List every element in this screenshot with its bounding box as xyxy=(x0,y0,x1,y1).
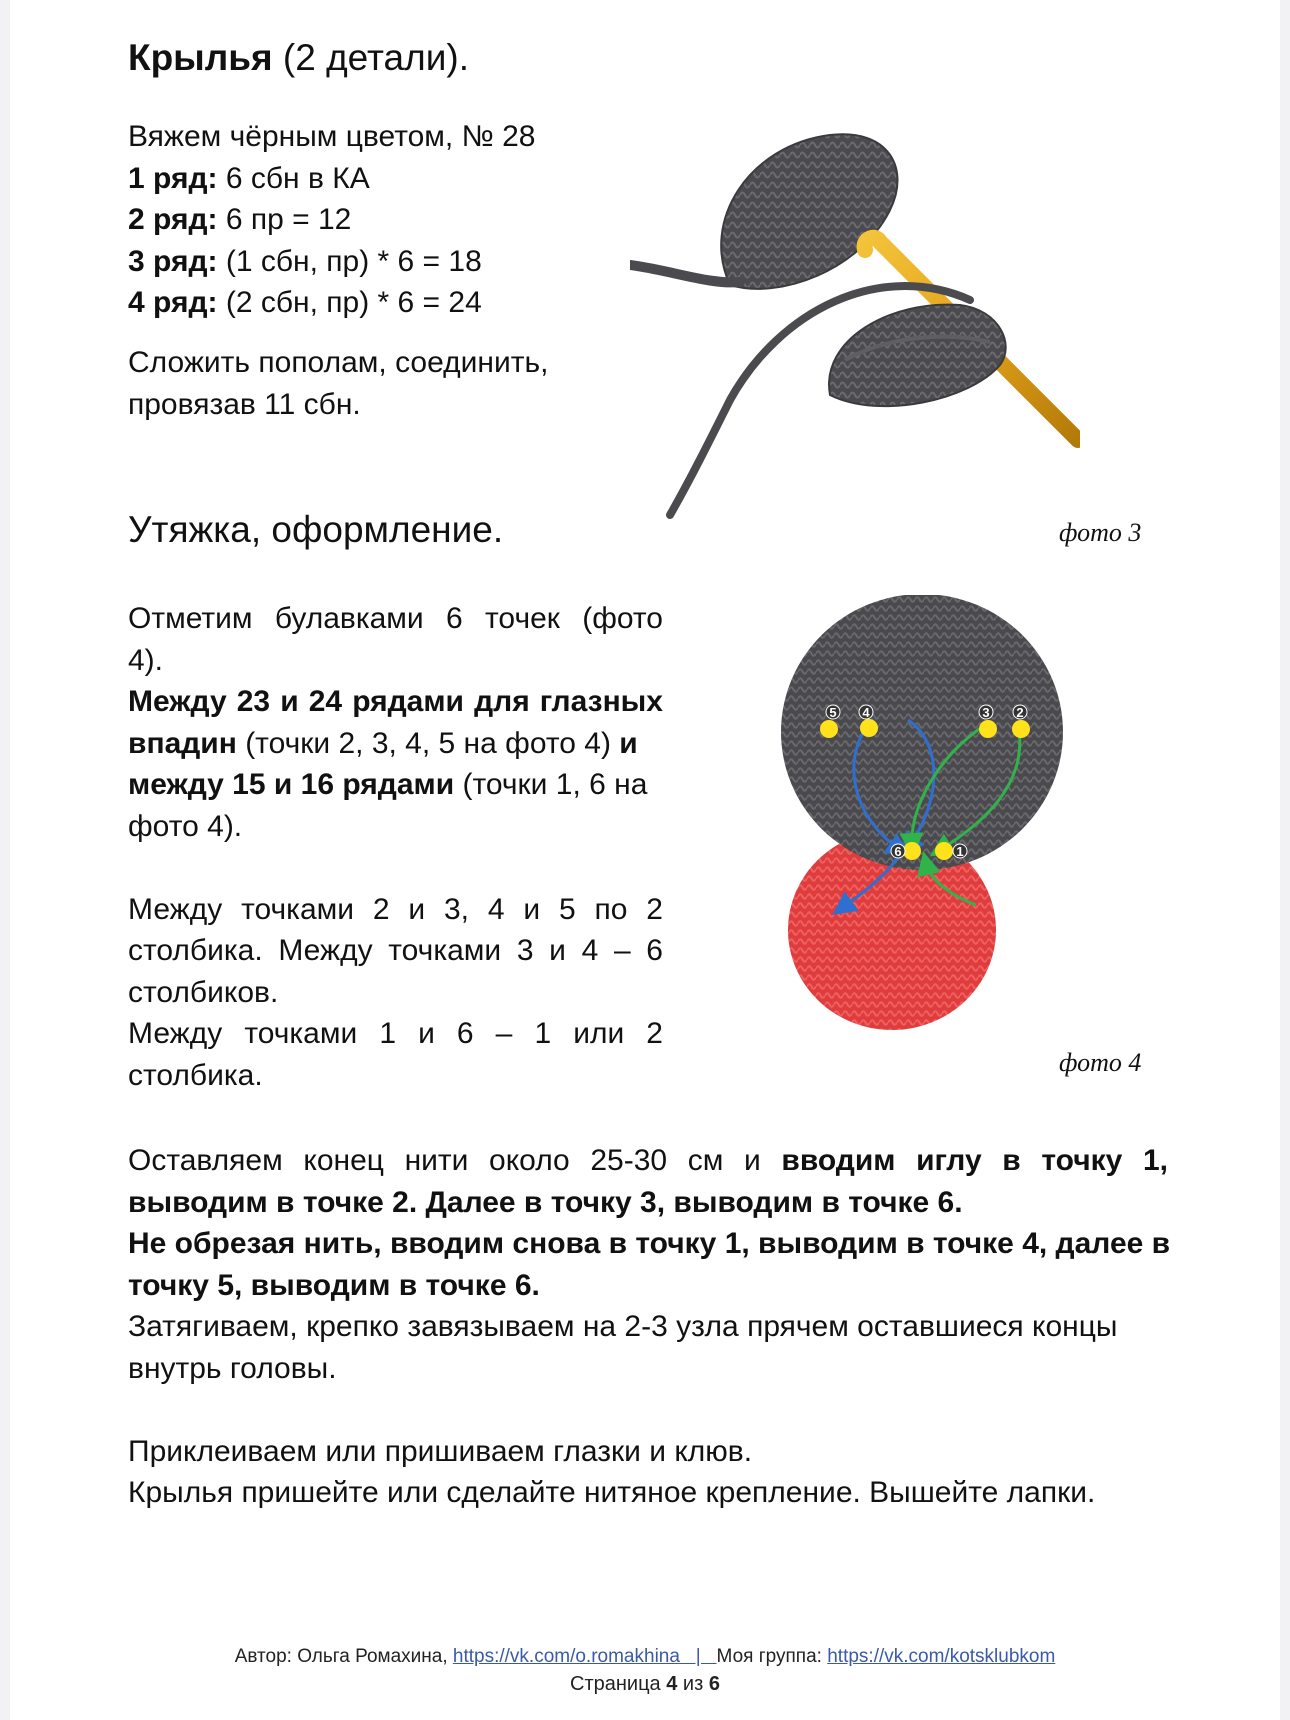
row-1: 1 ряд: 6 сбн в КА xyxy=(128,161,370,195)
pin-label-3: 3 xyxy=(982,705,990,720)
pin-label-6: 6 xyxy=(894,844,902,859)
pin-label-1: 1 xyxy=(956,844,964,859)
finishing-p2: Между 23 и 24 рядами для глазных впадин (точки 2, 3, 4, 5 на фото 4) и между 15 и 16 рядами (точки 1, 6 на фото 4). xyxy=(128,685,663,843)
instr-line-5: Затягиваем, крепко завязываем на 2-3 узла прячем оставшиеся концы xyxy=(128,1310,1118,1343)
wings-intro: Вяжем чёрным цветом, № 28 xyxy=(128,120,536,153)
author-link[interactable]: https://vk.com/o.romakhina xyxy=(452,1646,680,1667)
pin-label-4: 4 xyxy=(862,705,870,720)
instr-line-4: точку 5, выводим в точке 6. xyxy=(128,1268,540,1302)
finishing-text xyxy=(128,598,663,1096)
photo-3-caption: фото 3 xyxy=(1059,518,1142,547)
footer-page-number: Страница 4 из 6 xyxy=(570,1673,720,1695)
finishing-p4: Между точками 1 и 6 – 1 или 2 столбика. xyxy=(128,1017,663,1092)
wings-photo xyxy=(630,110,1080,520)
pin-label-2: 2 xyxy=(1016,705,1024,720)
wings-heading-rest: (2 детали). xyxy=(272,37,469,78)
instr-line-8: Крылья пришейте или сделайте нитяное крепление. Вышейте лапки. xyxy=(128,1476,1096,1509)
wings-fold-text: Сложить пополам, соединить, провязав 11 сбн. xyxy=(128,346,549,421)
instr-line-2: выводим в точке 2. Далее в точку 3, выводим в точке 6. xyxy=(128,1185,963,1219)
wings-heading-bold: Крылья xyxy=(128,37,273,78)
wings-pattern xyxy=(128,116,688,324)
footer-author: Автор: Ольга Ромахина, https://vk.com/o.romakhina | Моя группа: https://vk.com/kotsklubkom xyxy=(234,1646,1056,1667)
pin-label-5: 5 xyxy=(829,705,837,720)
photo-4-caption: фото 4 xyxy=(1059,1048,1142,1077)
finishing-p1: Отметим булавками 6 точек (фото 4). xyxy=(128,602,663,677)
finishing-p3: Между точками 2 и 3, 4 и 5 по 2 столбика. Между точками 3 и 4 – 6 столбиков. xyxy=(128,892,663,1009)
row-4: 4 ряд: (2 сбн, пр) * 6 = 24 xyxy=(128,286,482,319)
body-photo xyxy=(780,595,1090,1035)
instr-line-7: Приклеиваем или пришиваем глазки и клюв. xyxy=(128,1434,753,1468)
instructions xyxy=(128,1140,1171,1514)
instr-line-1: Оставляем конец нити около 25-30 см и вводим иглу в точку 1, xyxy=(128,1144,1168,1177)
wings-heading xyxy=(128,36,469,80)
document-page xyxy=(10,0,1280,1720)
instr-line-6: внутрь головы. xyxy=(128,1351,337,1385)
row-3: 3 ряд: (1 сбн, пр) * 6 = 18 xyxy=(128,244,482,278)
row-2: 2 ряд: 6 пр = 12 xyxy=(128,203,352,236)
finishing-heading: Утяжка, оформление. xyxy=(128,509,504,550)
group-link[interactable]: https://vk.com/kotsklubkom xyxy=(827,1646,1056,1667)
instr-line-3: Не обрезая нить, вводим снова в точку 1, выводим в точке 4, далее в xyxy=(128,1227,1171,1260)
